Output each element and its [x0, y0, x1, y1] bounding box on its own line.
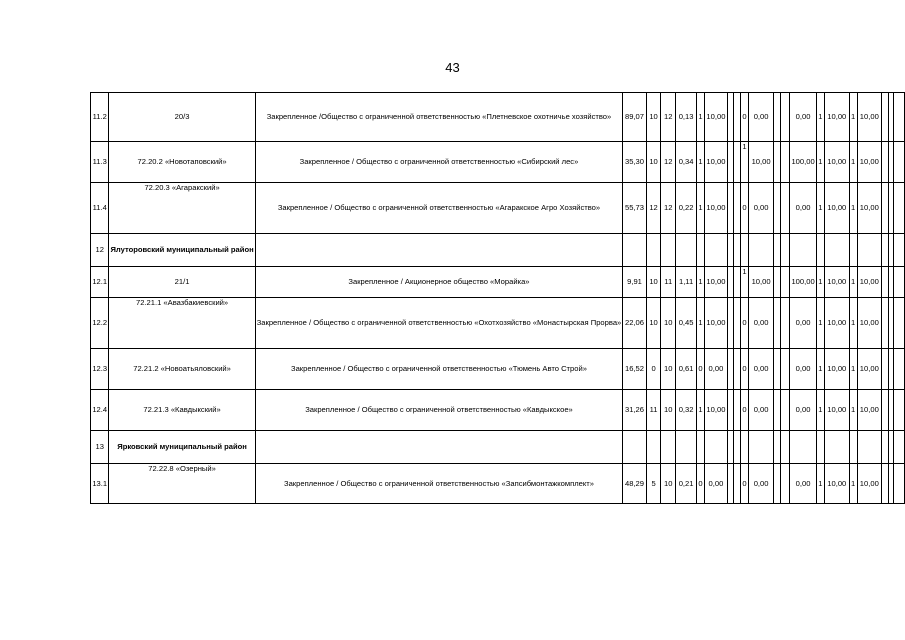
ground-code: 72.21.3 «Кавдыкский» — [109, 390, 255, 431]
empty-cell — [748, 234, 773, 267]
row-number: 12.2 — [91, 298, 109, 349]
value-1-cell: 10 — [646, 298, 661, 349]
flag-4-cell: 1 — [849, 464, 857, 504]
empty-2-cell — [734, 349, 741, 390]
district-name: Ярковский муниципальный район — [109, 431, 255, 464]
row-number: 11.3 — [91, 142, 109, 183]
empty-cell — [824, 234, 849, 267]
flag-3-cell: 1 — [816, 298, 824, 349]
empty-cell — [748, 431, 773, 464]
value-2-cell: 10 — [661, 349, 676, 390]
flag-2-cell: 0 — [740, 93, 748, 142]
flag-1-cell: 1 — [697, 93, 705, 142]
flag-4-cell: 1 — [849, 267, 857, 298]
area-cell: 35,30 — [623, 142, 646, 183]
percent-cell: 0,00 — [790, 349, 817, 390]
total-1-cell — [881, 93, 888, 142]
density-cell: 0,45 — [676, 298, 697, 349]
total-3-cell — [894, 390, 905, 431]
percent-cell: 0,00 — [790, 298, 817, 349]
total-3-cell — [894, 183, 905, 234]
table-row — [91, 390, 905, 431]
empty-cell — [740, 431, 748, 464]
district-name: Ялуторовский муниципальный район — [109, 234, 255, 267]
flag-4-cell: 1 — [849, 298, 857, 349]
percent-cell: 0,00 — [790, 390, 817, 431]
empty-cell — [894, 234, 905, 267]
score-3-cell: 10,00 — [824, 464, 849, 504]
flag-2-cell: 1 — [740, 267, 748, 298]
value-2-cell: 10 — [661, 390, 676, 431]
table-row — [91, 183, 905, 234]
score-4-cell: 10,00 — [857, 142, 881, 183]
flag-3-cell: 1 — [816, 142, 824, 183]
flag-3-cell: 1 — [816, 349, 824, 390]
empty-4-cell — [780, 349, 789, 390]
empty-cell — [623, 431, 646, 464]
score-1-cell: 10,00 — [705, 390, 728, 431]
empty-2-cell — [734, 93, 741, 142]
row-number: 12.3 — [91, 349, 109, 390]
percent-cell: 100,00 — [790, 142, 817, 183]
score-3-cell: 10,00 — [824, 267, 849, 298]
flag-1-cell: 1 — [697, 390, 705, 431]
flag-1-cell: 1 — [697, 267, 705, 298]
row-number: 11.4 — [91, 183, 109, 234]
total-3-cell — [894, 93, 905, 142]
score-4-cell: 10,00 — [857, 464, 881, 504]
percent-cell: 0,00 — [790, 183, 817, 234]
value-1-cell: 11 — [646, 390, 661, 431]
score-4-cell: 10,00 — [857, 267, 881, 298]
score-4-cell: 10,00 — [857, 349, 881, 390]
ground-description: Закрепленное / Общество с ограниченной ответственностью «Тюмень Авто Строй» — [255, 349, 623, 390]
flag-1-cell: 1 — [697, 142, 705, 183]
flag-4-cell: 1 — [849, 349, 857, 390]
score-2-cell: 0,00 — [748, 349, 773, 390]
score-3-cell: 10,00 — [824, 142, 849, 183]
flag-3-cell: 1 — [816, 267, 824, 298]
ground-description: Закрепленное / Общество с ограниченной ответственностью «Сибирский лес» — [255, 142, 623, 183]
score-3-cell: 10,00 — [824, 183, 849, 234]
ground-description: Закрепленное / Акционерное общество «Морайка» — [255, 267, 623, 298]
hunting-grounds-table — [90, 92, 905, 504]
empty-cell — [734, 431, 741, 464]
table-row — [91, 349, 905, 390]
district-row — [91, 431, 905, 464]
flag-2-cell: 0 — [740, 390, 748, 431]
density-cell: 0,61 — [676, 349, 697, 390]
empty-2-cell — [734, 142, 741, 183]
table-row — [91, 267, 905, 298]
area-cell: 31,26 — [623, 390, 646, 431]
empty-cell — [661, 431, 676, 464]
ground-code: 72.21.1 «Авазбакиевский» — [109, 298, 255, 349]
table-row — [91, 298, 905, 349]
value-2-cell: 10 — [661, 464, 676, 504]
area-cell: 16,52 — [623, 349, 646, 390]
flag-1-cell: 1 — [697, 183, 705, 234]
area-cell: 9,91 — [623, 267, 646, 298]
total-1-cell — [881, 183, 888, 234]
empty-2-cell — [734, 390, 741, 431]
table-row — [91, 464, 905, 504]
row-number: 12.4 — [91, 390, 109, 431]
total-3-cell — [894, 464, 905, 504]
empty-2-cell — [734, 464, 741, 504]
empty-cell — [623, 234, 646, 267]
score-4-cell: 10,00 — [857, 183, 881, 234]
empty-cell — [857, 431, 881, 464]
value-1-cell: 12 — [646, 183, 661, 234]
empty-cell — [857, 234, 881, 267]
score-2-cell: 10,00 — [748, 267, 773, 298]
total-3-cell — [894, 298, 905, 349]
score-2-cell: 10,00 — [748, 142, 773, 183]
flag-2-cell: 0 — [740, 183, 748, 234]
empty-cell — [894, 431, 905, 464]
empty-cell — [661, 234, 676, 267]
score-1-cell: 10,00 — [705, 93, 728, 142]
empty-4-cell — [780, 183, 789, 234]
area-cell: 55,73 — [623, 183, 646, 234]
empty-cell — [676, 234, 697, 267]
flag-3-cell: 1 — [816, 390, 824, 431]
density-cell: 0,32 — [676, 390, 697, 431]
flag-2-cell: 0 — [740, 298, 748, 349]
empty-4-cell — [780, 390, 789, 431]
flag-4-cell: 1 — [849, 183, 857, 234]
flag-3-cell: 1 — [816, 464, 824, 504]
empty-cell — [705, 234, 728, 267]
empty-cell — [816, 234, 824, 267]
row-number: 12 — [91, 234, 109, 267]
empty-cell — [705, 431, 728, 464]
value-1-cell: 10 — [646, 142, 661, 183]
page-number: 43 — [445, 60, 460, 75]
score-2-cell: 0,00 — [748, 93, 773, 142]
flag-2-cell: 1 — [740, 142, 748, 183]
table-row — [91, 142, 905, 183]
score-1-cell: 0,00 — [705, 464, 728, 504]
empty-cell — [255, 234, 623, 267]
score-2-cell: 0,00 — [748, 464, 773, 504]
empty-2-cell — [734, 267, 741, 298]
ground-code: 72.20.2 «Новотаповский» — [109, 142, 255, 183]
empty-cell — [697, 234, 705, 267]
district-row — [91, 234, 905, 267]
value-1-cell: 5 — [646, 464, 661, 504]
score-4-cell: 10,00 — [857, 93, 881, 142]
total-1-cell — [881, 267, 888, 298]
density-cell: 0,22 — [676, 183, 697, 234]
score-3-cell: 10,00 — [824, 390, 849, 431]
row-number: 13.1 — [91, 464, 109, 504]
empty-cell — [697, 431, 705, 464]
score-3-cell: 10,00 — [824, 93, 849, 142]
percent-cell: 100,00 — [790, 267, 817, 298]
row-number: 13 — [91, 431, 109, 464]
density-cell: 0,13 — [676, 93, 697, 142]
row-number: 12.1 — [91, 267, 109, 298]
score-1-cell: 10,00 — [705, 267, 728, 298]
score-1-cell: 10,00 — [705, 183, 728, 234]
empty-2-cell — [734, 298, 741, 349]
flag-2-cell: 0 — [740, 464, 748, 504]
row-number: 11.2 — [91, 93, 109, 142]
empty-cell — [849, 234, 857, 267]
flag-4-cell: 1 — [849, 142, 857, 183]
total-1-cell — [881, 349, 888, 390]
flag-1-cell: 1 — [697, 298, 705, 349]
empty-4-cell — [780, 464, 789, 504]
empty-cell — [816, 431, 824, 464]
empty-4-cell — [780, 267, 789, 298]
table-row — [91, 93, 905, 142]
score-2-cell: 0,00 — [748, 298, 773, 349]
ground-description: Закрепленное / Общество с ограниченной ответственностью «Агаракское Агро Хозяйство» — [255, 183, 623, 234]
value-1-cell: 10 — [646, 267, 661, 298]
ground-code: 21/1 — [109, 267, 255, 298]
empty-cell — [646, 431, 661, 464]
flag-4-cell: 1 — [849, 93, 857, 142]
score-4-cell: 10,00 — [857, 298, 881, 349]
empty-cell — [824, 431, 849, 464]
density-cell: 1,11 — [676, 267, 697, 298]
empty-cell — [780, 234, 789, 267]
score-1-cell: 10,00 — [705, 298, 728, 349]
empty-cell — [676, 431, 697, 464]
empty-4-cell — [780, 142, 789, 183]
ground-description: Закрепленное / Общество с ограниченной ответственностью «Запсибмонтажкомплект» — [255, 464, 623, 504]
flag-1-cell: 0 — [697, 464, 705, 504]
value-1-cell: 10 — [646, 93, 661, 142]
score-3-cell: 10,00 — [824, 298, 849, 349]
flag-4-cell: 1 — [849, 390, 857, 431]
ground-description: Закрепленное /Общество с ограниченной ответственностью «Плетневское охотничье хозяйство» — [255, 93, 623, 142]
empty-cell — [790, 234, 817, 267]
value-2-cell: 10 — [661, 298, 676, 349]
empty-cell — [780, 431, 789, 464]
total-3-cell — [894, 349, 905, 390]
empty-4-cell — [780, 93, 789, 142]
flag-3-cell: 1 — [816, 183, 824, 234]
ground-code: 72.22.8 «Озерный» — [109, 464, 255, 504]
value-2-cell: 11 — [661, 267, 676, 298]
density-cell: 0,21 — [676, 464, 697, 504]
ground-description: Закрепленное / Общество с ограниченной ответственностью «Кавдыкское» — [255, 390, 623, 431]
empty-4-cell — [780, 298, 789, 349]
total-1-cell — [881, 298, 888, 349]
score-2-cell: 0,00 — [748, 390, 773, 431]
ground-code: 72.21.2 «Новоатьяловский» — [109, 349, 255, 390]
empty-cell — [881, 431, 888, 464]
value-2-cell: 12 — [661, 142, 676, 183]
empty-2-cell — [734, 183, 741, 234]
flag-1-cell: 0 — [697, 349, 705, 390]
score-3-cell: 10,00 — [824, 349, 849, 390]
density-cell: 0,34 — [676, 142, 697, 183]
score-2-cell: 0,00 — [748, 183, 773, 234]
percent-cell: 0,00 — [790, 93, 817, 142]
score-1-cell: 0,00 — [705, 349, 728, 390]
score-1-cell: 10,00 — [705, 142, 728, 183]
area-cell: 48,29 — [623, 464, 646, 504]
total-1-cell — [881, 390, 888, 431]
total-1-cell — [881, 142, 888, 183]
flag-2-cell: 0 — [740, 349, 748, 390]
total-3-cell — [894, 142, 905, 183]
empty-cell — [734, 234, 741, 267]
empty-cell — [881, 234, 888, 267]
value-2-cell: 12 — [661, 93, 676, 142]
empty-cell — [790, 431, 817, 464]
total-3-cell — [894, 267, 905, 298]
ground-description: Закрепленное / Общество с ограниченной ответственностью «Охотхозяйство «Монастырская Прорва» — [255, 298, 623, 349]
percent-cell: 0,00 — [790, 464, 817, 504]
empty-cell — [255, 431, 623, 464]
ground-code: 72.20.3 «Агаракский» — [109, 183, 255, 234]
flag-3-cell: 1 — [816, 93, 824, 142]
value-1-cell: 0 — [646, 349, 661, 390]
score-4-cell: 10,00 — [857, 390, 881, 431]
empty-cell — [849, 431, 857, 464]
area-cell: 89,07 — [623, 93, 646, 142]
ground-code: 20/3 — [109, 93, 255, 142]
empty-cell — [740, 234, 748, 267]
total-1-cell — [881, 464, 888, 504]
area-cell: 22,06 — [623, 298, 646, 349]
value-2-cell: 12 — [661, 183, 676, 234]
empty-cell — [646, 234, 661, 267]
